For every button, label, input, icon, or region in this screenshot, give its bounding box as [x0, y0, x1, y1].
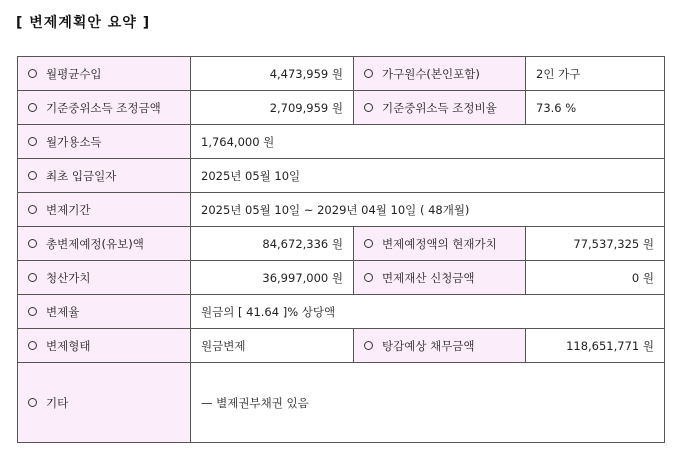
table-row [18, 193, 665, 227]
circle-bullet-icon [28, 69, 37, 78]
circle-bullet-icon [28, 171, 37, 180]
label-text: 탕감예상 채무금액 [382, 338, 475, 353]
circle-bullet-icon [28, 341, 37, 350]
row-label [18, 363, 191, 443]
label-text: 청산가치 [46, 270, 91, 285]
circle-bullet-icon [364, 69, 373, 78]
circle-bullet-icon [28, 307, 37, 316]
row-label [354, 227, 526, 261]
row-value: 원금변제 [191, 329, 354, 363]
row-label [354, 261, 526, 295]
label-text: 총변제예정(유보)액 [46, 236, 144, 251]
circle-bullet-icon [28, 398, 37, 407]
table-row [18, 57, 665, 91]
row-label [354, 329, 526, 363]
row-label [18, 125, 191, 159]
row-value: 2025년 05월 10일 [191, 159, 665, 193]
row-label [18, 329, 191, 363]
row-label [18, 261, 191, 295]
table-row [18, 329, 665, 363]
label-text: 변제기간 [46, 202, 91, 217]
circle-bullet-icon [28, 137, 37, 146]
label-text: 기준중위소득 조정비율 [382, 100, 497, 115]
label-text: 변제율 [46, 304, 80, 319]
table-row [18, 91, 665, 125]
row-value: — 별제권부채권 있음 [191, 363, 665, 443]
row-value: 0 원 [526, 261, 665, 295]
circle-bullet-icon [28, 273, 37, 282]
circle-bullet-icon [28, 205, 37, 214]
label-text: 월가용소득 [46, 134, 102, 149]
row-label [18, 57, 191, 91]
row-value: 원금의 [ 41.64 ]% 상당액 [191, 295, 665, 329]
row-value: 4,473,959 원 [191, 57, 354, 91]
row-value: 36,997,000 원 [191, 261, 354, 295]
row-label [354, 57, 526, 91]
circle-bullet-icon [28, 103, 37, 112]
row-value: 1,764,000 원 [191, 125, 665, 159]
row-value: 2025년 05월 10일 ~ 2029년 04월 10일 ( 48개월) [191, 193, 665, 227]
row-value: 2인 가구 [526, 57, 665, 91]
label-text: 변제형태 [46, 338, 91, 353]
page-title: [ 변제계획안 요약 ] [16, 15, 151, 31]
table-row [18, 295, 665, 329]
table-row [18, 227, 665, 261]
summary-table [17, 56, 665, 443]
row-label [18, 295, 191, 329]
label-text: 월평균수입 [46, 66, 102, 81]
label-text: 최초 입금일자 [46, 168, 117, 183]
row-label [354, 91, 526, 125]
circle-bullet-icon [28, 239, 37, 248]
label-text: 기타 [46, 395, 69, 410]
table-row [18, 159, 665, 193]
circle-bullet-icon [364, 273, 373, 282]
row-label [18, 227, 191, 261]
row-label [18, 91, 191, 125]
circle-bullet-icon [364, 341, 373, 350]
label-text: 가구원수(본인포함) [382, 66, 480, 81]
label-text: 변제예정액의 현재가치 [382, 236, 497, 251]
row-label [18, 159, 191, 193]
table-row [18, 363, 665, 443]
label-text: 면제재산 신청금액 [382, 270, 475, 285]
label-text: 기준중위소득 조정금액 [46, 100, 161, 115]
row-value: 77,537,325 원 [526, 227, 665, 261]
circle-bullet-icon [364, 103, 373, 112]
row-label [18, 193, 191, 227]
row-value: 118,651,771 원 [526, 329, 665, 363]
row-value: 73.6 % [526, 91, 665, 125]
row-value: 2,709,959 원 [191, 91, 354, 125]
circle-bullet-icon [364, 239, 373, 248]
table-row [18, 125, 665, 159]
table-row [18, 261, 665, 295]
row-value: 84,672,336 원 [191, 227, 354, 261]
